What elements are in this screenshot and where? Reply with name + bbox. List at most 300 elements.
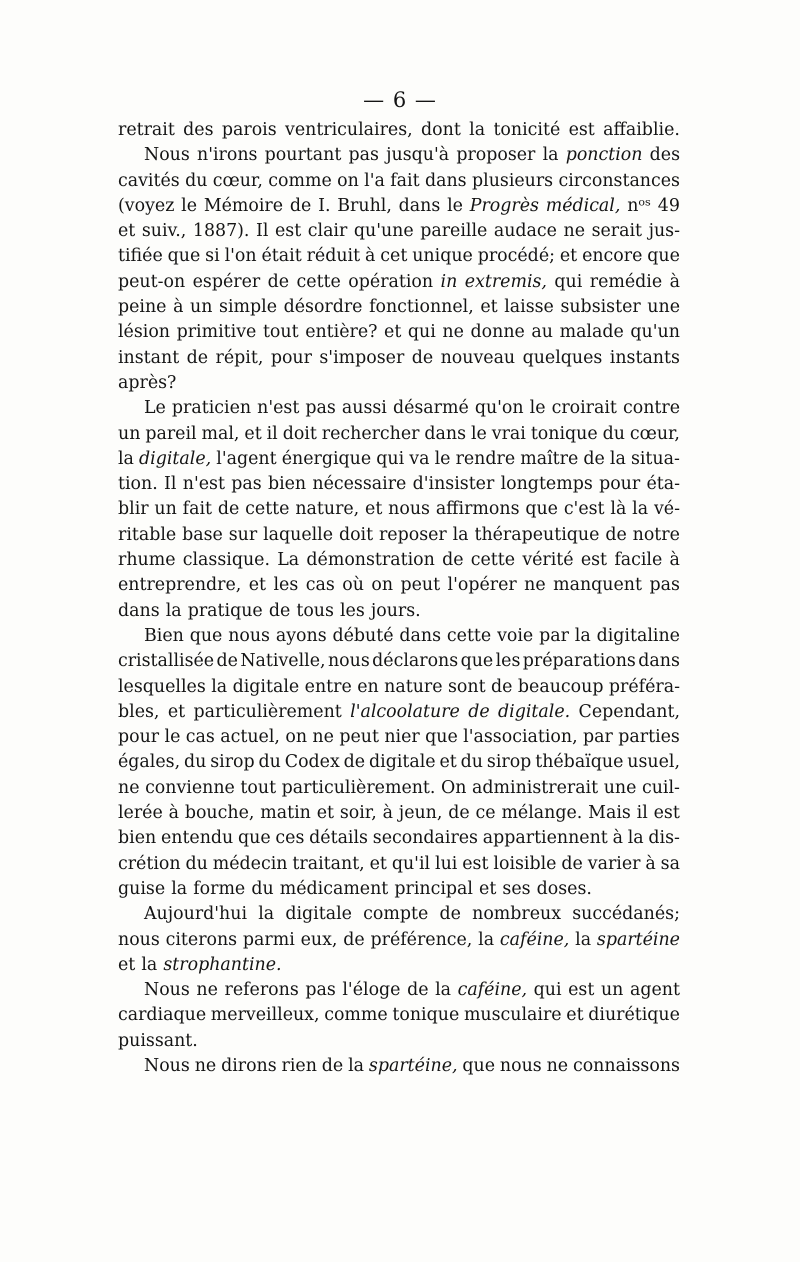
italic-text: caféine, bbox=[499, 929, 570, 950]
text-fragment: du bbox=[258, 752, 281, 773]
text-fragment: jeun, bbox=[398, 803, 443, 824]
word bbox=[456, 447, 516, 472]
text-fragment: du bbox=[460, 752, 484, 773]
text-fragment: longtemps bbox=[500, 474, 593, 495]
text-fragment: croirait bbox=[551, 398, 617, 419]
text-fragment: le bbox=[447, 195, 463, 216]
word bbox=[324, 1003, 387, 1028]
text-fragment: merveilleux, bbox=[210, 1005, 320, 1026]
word bbox=[319, 346, 404, 371]
text-fragment: varier bbox=[587, 853, 641, 874]
text-fragment: reposer bbox=[378, 524, 447, 545]
text-fragment: de bbox=[343, 929, 365, 950]
text-fragment: vérité bbox=[522, 550, 574, 571]
word bbox=[251, 877, 273, 902]
word bbox=[543, 143, 559, 168]
text-fragment: n'irons bbox=[197, 145, 258, 166]
word bbox=[480, 295, 497, 320]
text-fragment: espérer bbox=[192, 271, 261, 292]
text-fragment: digitale bbox=[285, 904, 352, 925]
word bbox=[118, 649, 214, 674]
word bbox=[370, 852, 387, 877]
text-fragment: particulièrement. bbox=[281, 777, 436, 798]
text-fragment: s'imposer bbox=[319, 347, 405, 368]
word bbox=[177, 320, 257, 345]
word bbox=[342, 978, 400, 1003]
text-fragment: sa bbox=[660, 853, 680, 874]
text-fragment: la bbox=[575, 929, 592, 950]
text-fragment: de bbox=[267, 271, 290, 292]
text-fragment: la bbox=[258, 904, 275, 925]
word bbox=[645, 852, 655, 877]
text-fragment: la bbox=[211, 676, 228, 697]
word bbox=[145, 422, 196, 447]
word bbox=[139, 447, 211, 472]
text-line bbox=[118, 244, 680, 269]
word bbox=[447, 624, 491, 649]
text-fragment: va bbox=[409, 448, 430, 469]
word bbox=[365, 244, 375, 269]
word bbox=[164, 472, 176, 497]
word bbox=[561, 852, 582, 877]
word bbox=[216, 447, 276, 472]
text-fragment: de bbox=[442, 550, 464, 571]
text-fragment: Nous bbox=[144, 1055, 190, 1076]
text-fragment: jusqu'à bbox=[386, 145, 450, 166]
word bbox=[564, 219, 586, 244]
text-fragment: digitale bbox=[232, 676, 300, 697]
word bbox=[322, 1054, 343, 1079]
text-fragment: la bbox=[348, 1055, 365, 1076]
italic-text: Progrès bbox=[469, 195, 539, 216]
text-fragment: nier bbox=[384, 727, 420, 748]
word bbox=[392, 1003, 459, 1028]
word bbox=[305, 978, 335, 1003]
word bbox=[297, 270, 341, 295]
text-fragment: de bbox=[268, 600, 291, 621]
text-fragment: une bbox=[647, 297, 680, 318]
text-fragment: ne bbox=[196, 980, 218, 1001]
text-fragment: forme bbox=[193, 878, 246, 899]
text-fragment: un bbox=[154, 499, 177, 520]
text-fragment: tout bbox=[262, 322, 299, 343]
text-fragment: Nous bbox=[144, 980, 190, 1001]
italic-text: spartéine bbox=[596, 929, 680, 950]
text-fragment: et bbox=[559, 246, 578, 267]
word bbox=[637, 801, 648, 826]
word bbox=[560, 244, 577, 269]
text-fragment: facile bbox=[614, 550, 663, 571]
text-fragment: base bbox=[182, 524, 223, 545]
word bbox=[588, 801, 631, 826]
text-fragment: cas bbox=[185, 727, 215, 748]
word bbox=[118, 497, 149, 522]
word bbox=[228, 624, 270, 649]
text-fragment: pas bbox=[348, 145, 379, 166]
text-fragment: citerons bbox=[165, 929, 238, 950]
word bbox=[186, 852, 208, 877]
text-fragment: tion. bbox=[118, 474, 158, 495]
word bbox=[618, 725, 680, 750]
text-fragment: qu'on bbox=[474, 398, 524, 419]
text-line bbox=[118, 776, 680, 801]
text-fragment: où bbox=[342, 575, 364, 596]
word bbox=[371, 928, 473, 953]
text-fragment: et bbox=[566, 1005, 584, 1026]
word bbox=[648, 826, 680, 851]
word bbox=[292, 852, 364, 877]
word bbox=[670, 270, 680, 295]
word bbox=[118, 523, 176, 548]
word bbox=[308, 219, 348, 244]
word bbox=[216, 346, 264, 371]
word bbox=[363, 902, 428, 927]
word bbox=[631, 447, 680, 472]
word bbox=[185, 169, 207, 194]
text-fragment: à bbox=[645, 853, 656, 874]
italic-text: digitale, bbox=[139, 448, 212, 469]
text-fragment: dans bbox=[398, 195, 441, 216]
word bbox=[630, 320, 680, 345]
text-fragment: médicament bbox=[279, 878, 389, 899]
word bbox=[475, 396, 524, 421]
text-fragment: ne bbox=[312, 727, 334, 748]
text-fragment: Nous bbox=[144, 145, 190, 166]
word bbox=[464, 1003, 562, 1028]
text-fragment: cœur, bbox=[629, 423, 680, 444]
text-fragment: on bbox=[337, 170, 359, 191]
word bbox=[284, 295, 363, 320]
word bbox=[649, 573, 679, 598]
text-fragment: qu'un bbox=[630, 322, 680, 343]
text-fragment: dirons bbox=[221, 1055, 277, 1076]
text-fragment: est bbox=[653, 803, 680, 824]
text-line bbox=[118, 548, 680, 573]
text-fragment: est bbox=[568, 980, 595, 1001]
word bbox=[412, 346, 433, 371]
text-fragment: ne bbox=[546, 1055, 569, 1076]
word bbox=[471, 548, 515, 573]
text-line bbox=[118, 877, 680, 902]
word bbox=[305, 320, 377, 345]
word bbox=[118, 194, 174, 219]
text-fragment: affaiblie. bbox=[603, 120, 680, 140]
word bbox=[425, 169, 467, 194]
text-fragment: dans bbox=[399, 625, 442, 646]
text-fragment: répit, bbox=[215, 347, 264, 368]
text-line bbox=[118, 270, 680, 295]
word bbox=[583, 725, 613, 750]
text-fragment: de bbox=[217, 499, 240, 520]
word bbox=[305, 396, 335, 421]
word bbox=[462, 1054, 495, 1079]
word bbox=[196, 978, 218, 1003]
word bbox=[225, 978, 299, 1003]
text-fragment: un bbox=[600, 980, 624, 1001]
word bbox=[318, 194, 330, 219]
text-fragment: de bbox=[605, 524, 627, 545]
text-fragment: Nativelle, bbox=[240, 651, 326, 672]
text-fragment: administrerait bbox=[472, 777, 599, 798]
word bbox=[307, 244, 361, 269]
word bbox=[494, 219, 557, 244]
text-line bbox=[118, 320, 680, 345]
word bbox=[260, 801, 311, 826]
text-line bbox=[118, 447, 680, 472]
text-line bbox=[118, 599, 680, 624]
text-fragment: la bbox=[609, 448, 626, 469]
word bbox=[225, 244, 257, 269]
text-fragment: proposer bbox=[456, 145, 536, 166]
text-fragment: lésion bbox=[118, 322, 171, 343]
text-fragment: loisible bbox=[493, 853, 557, 874]
text-fragment: classique. bbox=[182, 550, 270, 571]
text-fragment: préparations bbox=[522, 651, 636, 672]
word bbox=[458, 978, 527, 1003]
word bbox=[295, 497, 359, 522]
word bbox=[275, 826, 304, 851]
text-fragment: cœur, bbox=[212, 170, 263, 191]
word bbox=[476, 801, 496, 826]
word bbox=[168, 244, 201, 269]
italic-text: ponction bbox=[565, 145, 643, 166]
word bbox=[357, 675, 379, 700]
text-fragment: dans bbox=[638, 651, 680, 672]
text-line bbox=[118, 1003, 680, 1028]
word bbox=[553, 573, 642, 598]
text-fragment: tout bbox=[240, 777, 277, 798]
word bbox=[573, 1054, 680, 1079]
word bbox=[560, 295, 640, 320]
word bbox=[380, 244, 407, 269]
text-fragment: nature bbox=[384, 676, 443, 697]
word bbox=[218, 497, 239, 522]
text-fragment: l'a bbox=[364, 170, 385, 191]
word bbox=[491, 675, 512, 700]
word bbox=[409, 447, 429, 472]
word bbox=[282, 776, 436, 801]
text-fragment: suiv., bbox=[141, 221, 187, 242]
word bbox=[183, 118, 213, 143]
word bbox=[407, 978, 428, 1003]
word bbox=[204, 194, 283, 219]
word bbox=[582, 244, 642, 269]
word bbox=[471, 422, 487, 447]
word bbox=[601, 978, 623, 1003]
text-fragment: malade bbox=[559, 322, 624, 343]
text-fragment: ne bbox=[563, 221, 586, 242]
word bbox=[523, 649, 636, 674]
text-fragment: doses. bbox=[536, 878, 592, 899]
word bbox=[441, 776, 466, 801]
text-fragment: pour bbox=[118, 727, 160, 748]
text-fragment: de bbox=[343, 752, 366, 773]
word bbox=[638, 649, 680, 674]
word bbox=[343, 928, 364, 953]
text-fragment: guise bbox=[118, 878, 166, 899]
word bbox=[165, 725, 181, 750]
word bbox=[448, 573, 517, 598]
text-fragment: on bbox=[371, 575, 394, 596]
word bbox=[193, 877, 245, 902]
word bbox=[399, 801, 443, 826]
word bbox=[492, 422, 526, 447]
text-line bbox=[118, 700, 680, 725]
italic-text: de bbox=[468, 701, 490, 722]
word bbox=[552, 396, 617, 421]
text-fragment: fait bbox=[390, 170, 420, 191]
word bbox=[118, 599, 160, 624]
word bbox=[530, 396, 546, 421]
word bbox=[537, 877, 592, 902]
word bbox=[502, 877, 530, 902]
word bbox=[566, 143, 643, 168]
text-fragment: particulièrement bbox=[193, 701, 342, 722]
word bbox=[435, 852, 457, 877]
word bbox=[118, 346, 179, 371]
text-fragment: cardiaque bbox=[118, 1005, 207, 1026]
word bbox=[399, 194, 441, 219]
text-fragment: à bbox=[612, 828, 623, 849]
text-line bbox=[118, 725, 680, 750]
text-fragment: audace bbox=[493, 221, 557, 242]
word bbox=[210, 750, 254, 775]
text-fragment: des bbox=[183, 120, 214, 140]
word bbox=[154, 497, 176, 522]
text-fragment: au bbox=[531, 322, 553, 343]
text-fragment: nous bbox=[499, 1055, 542, 1076]
word bbox=[271, 346, 312, 371]
text-line bbox=[118, 118, 680, 143]
word bbox=[283, 422, 317, 447]
text-fragment: agent bbox=[629, 980, 680, 1001]
text-fragment: les bbox=[273, 575, 299, 596]
text-fragment: cet bbox=[380, 246, 408, 267]
word bbox=[348, 270, 433, 295]
text-fragment: détails bbox=[309, 828, 368, 849]
text-fragment: tonique bbox=[392, 1005, 460, 1026]
text-fragment: appartiennent bbox=[482, 828, 608, 849]
text-fragment: beaucoup bbox=[517, 676, 604, 697]
word bbox=[183, 548, 270, 573]
text-fragment: sirop bbox=[486, 752, 532, 773]
text-fragment: par bbox=[583, 727, 613, 748]
text-fragment: de bbox=[321, 1055, 344, 1076]
word bbox=[229, 523, 257, 548]
text-fragment: connaissons bbox=[572, 1055, 680, 1076]
word bbox=[478, 244, 555, 269]
text-fragment: nous bbox=[327, 651, 370, 672]
word bbox=[627, 194, 651, 219]
text-fragment: situa- bbox=[630, 448, 680, 469]
text-fragment: compte bbox=[363, 904, 429, 925]
text-fragment: eux, bbox=[300, 929, 338, 950]
text-fragment: simple bbox=[219, 297, 278, 318]
word bbox=[265, 143, 342, 168]
word bbox=[340, 801, 377, 826]
word bbox=[448, 675, 486, 700]
word bbox=[590, 270, 662, 295]
text-fragment: sirop bbox=[210, 752, 255, 773]
word bbox=[118, 1029, 198, 1054]
word bbox=[118, 295, 166, 320]
word bbox=[282, 1054, 317, 1079]
text-fragment: la bbox=[171, 878, 188, 899]
text-line bbox=[118, 295, 680, 320]
word bbox=[471, 320, 525, 345]
text-fragment: circonstances bbox=[558, 170, 680, 191]
word bbox=[339, 725, 379, 750]
word bbox=[559, 169, 680, 194]
word bbox=[166, 599, 182, 624]
word bbox=[118, 118, 175, 143]
text-fragment: (voyez bbox=[118, 195, 175, 216]
word bbox=[632, 497, 648, 522]
word bbox=[183, 472, 225, 497]
text-fragment: dis- bbox=[648, 828, 680, 849]
text-fragment: vrai bbox=[491, 423, 526, 444]
text-fragment: est bbox=[275, 221, 302, 242]
word bbox=[354, 219, 414, 244]
word bbox=[535, 750, 623, 775]
word bbox=[280, 877, 389, 902]
word bbox=[670, 548, 680, 573]
word bbox=[588, 852, 641, 877]
text-fragment: la bbox=[632, 499, 649, 520]
word bbox=[211, 675, 227, 700]
text-fragment: la bbox=[478, 929, 495, 950]
word bbox=[383, 801, 393, 826]
word bbox=[569, 118, 595, 143]
word bbox=[268, 270, 289, 295]
text-fragment: pas bbox=[305, 980, 336, 1001]
word bbox=[469, 118, 485, 143]
text-fragment: cette bbox=[470, 550, 516, 571]
word bbox=[163, 953, 281, 978]
italic-text: caféine, bbox=[457, 980, 528, 1001]
text-fragment: que bbox=[525, 499, 558, 520]
word bbox=[166, 928, 238, 953]
word bbox=[118, 219, 135, 244]
text-fragment: en bbox=[357, 676, 379, 697]
word bbox=[614, 548, 662, 573]
text-fragment: de bbox=[561, 853, 583, 874]
text-fragment: qui bbox=[407, 322, 436, 343]
text-fragment: c'est bbox=[563, 499, 605, 520]
text-fragment: soir, bbox=[339, 803, 377, 824]
word bbox=[269, 599, 290, 624]
text-fragment: qu'il bbox=[391, 853, 431, 874]
word bbox=[282, 447, 371, 472]
text-line bbox=[118, 826, 680, 851]
text-fragment: pas bbox=[305, 398, 336, 419]
text-fragment: bien bbox=[118, 828, 157, 849]
text-fragment: et bbox=[479, 878, 497, 899]
text-fragment: rhume bbox=[118, 550, 176, 571]
text-fragment: instants bbox=[609, 347, 680, 368]
text-fragment: à bbox=[365, 246, 376, 267]
text-fragment: de bbox=[289, 195, 312, 216]
text-line bbox=[118, 649, 680, 674]
text-line bbox=[118, 472, 680, 497]
text-fragment: nature, bbox=[295, 499, 360, 520]
text-fragment: cette bbox=[446, 625, 492, 646]
word bbox=[249, 573, 266, 598]
word bbox=[470, 194, 539, 219]
italic-text: extremis, bbox=[464, 271, 547, 292]
word bbox=[118, 750, 180, 775]
text-fragment: Codex bbox=[284, 752, 340, 773]
